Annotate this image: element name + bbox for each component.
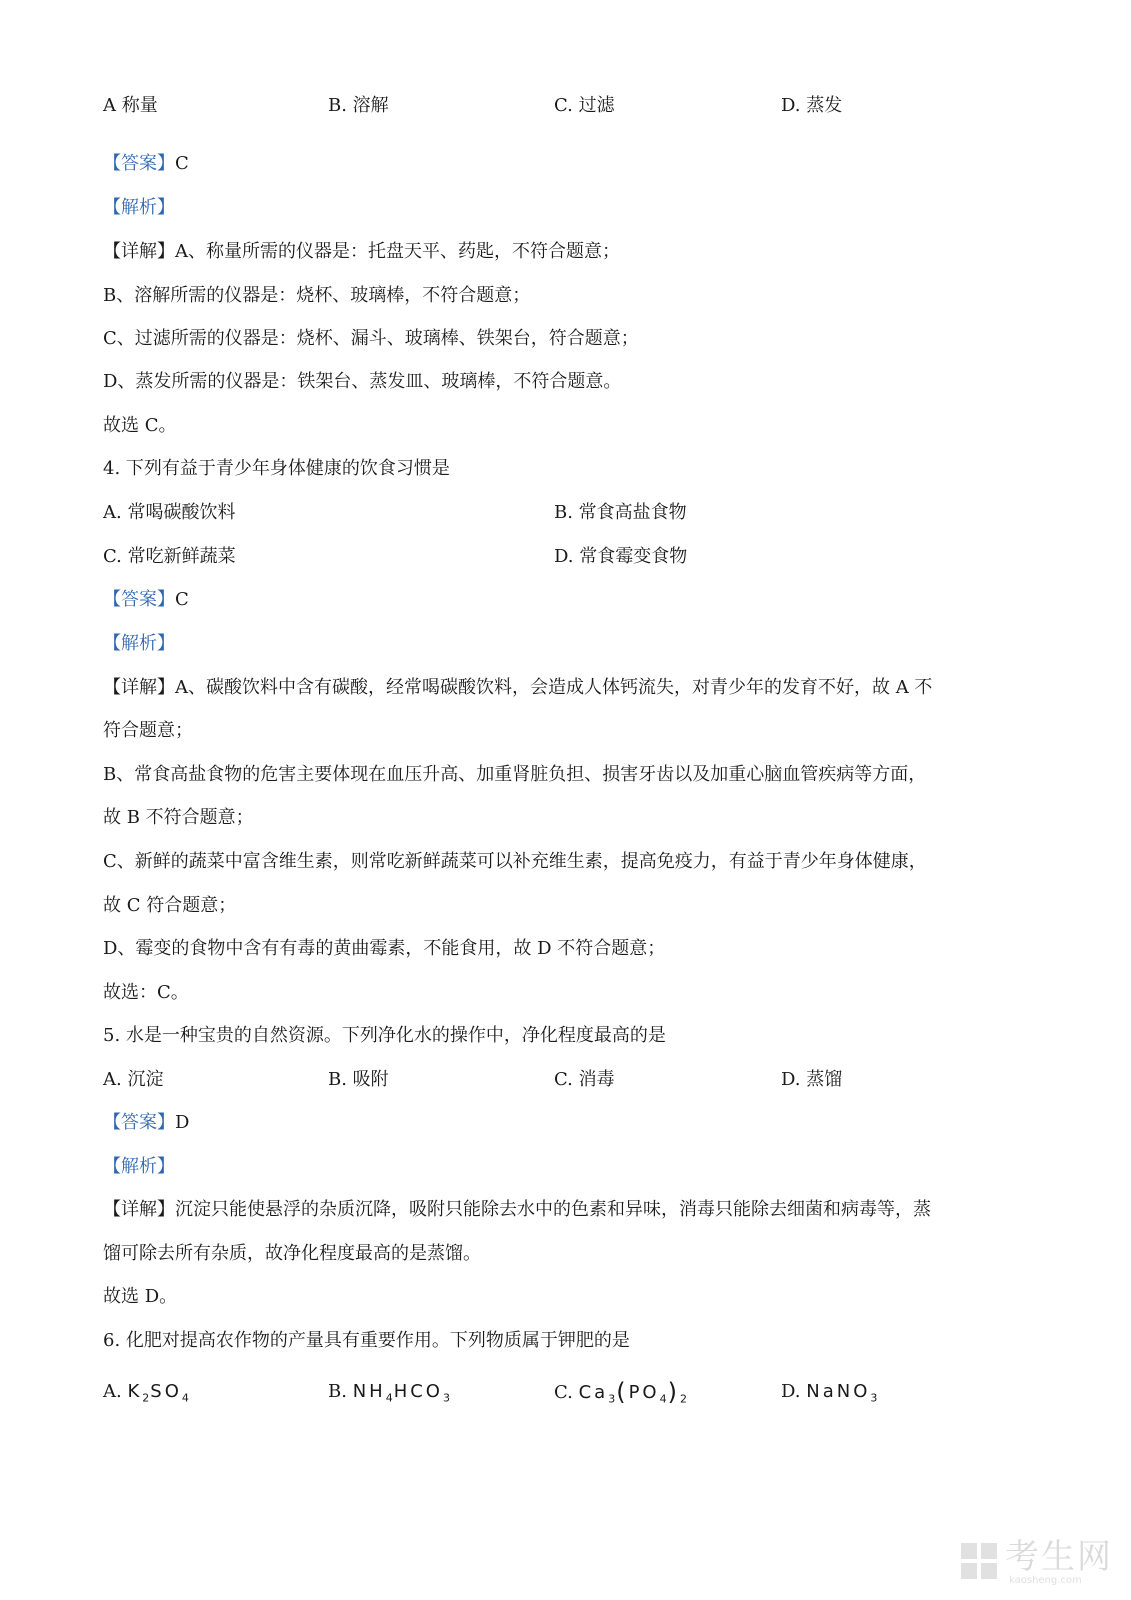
- watermark-logo-icon: [961, 1543, 999, 1583]
- q5-answer: [103, 1111, 189, 1135]
- formula-part: PO: [628, 1382, 660, 1403]
- answer-tag: 【答案】: [103, 589, 175, 610]
- detail-tag: 【详解】: [103, 1199, 175, 1220]
- option-label: C.: [554, 1382, 573, 1403]
- q4-detail-line: D、霉变的食物中含有有毒的黄曲霉素，不能食用，故 D 不符合题意；: [103, 938, 666, 959]
- formula-part: NH: [352, 1381, 386, 1402]
- formula-part: SO: [150, 1381, 182, 1402]
- answer-tag: 【答案】: [103, 153, 175, 174]
- detail-text: 沉淀只能使悬浮的杂质沉降，吸附只能除去水中的色素和异味，消毒只能除去细菌和病毒等，蒸: [175, 1199, 931, 1220]
- q6-option-c: [554, 1380, 688, 1412]
- formula-subscript: 2: [679, 1392, 688, 1406]
- formula-part: HCO: [393, 1381, 443, 1402]
- answer-value: C: [175, 153, 189, 174]
- q3-option-b: B. 溶解: [328, 95, 389, 116]
- formula-subscript: 3: [442, 1391, 451, 1405]
- q5-detail-line: 馏可除去所有杂质，故净化程度最高的是蒸馏。: [103, 1243, 481, 1264]
- formula-subscript: 2: [142, 1391, 151, 1405]
- formula-subscript: 4: [385, 1391, 394, 1405]
- formula: [127, 1381, 190, 1405]
- formula-subscript: 3: [870, 1391, 879, 1405]
- q3-option-d: D. 蒸发: [781, 95, 843, 116]
- q5-detail-line: [103, 1198, 931, 1222]
- q3-conclusion: 故选 C。: [103, 415, 177, 436]
- formula-paren: (: [616, 1378, 629, 1406]
- q4-answer: [103, 588, 189, 612]
- formula: [578, 1378, 688, 1406]
- q3-detail-line: D、蒸发所需的仪器是：铁架台、蒸发皿、玻璃棒，不符合题意。: [103, 371, 622, 392]
- q6-option-a: [103, 1380, 190, 1411]
- option-label: A.: [103, 1381, 122, 1402]
- q4-option-c: C. 常吃新鲜蔬菜: [103, 546, 236, 567]
- answer-value: D: [175, 1112, 190, 1133]
- q5-option-a: A. 沉淀: [103, 1069, 164, 1090]
- q6-question: 6. 化肥对提高农作物的产量具有重要作用。下列物质属于钾肥的是: [103, 1330, 630, 1351]
- formula-subscript: 4: [659, 1392, 668, 1406]
- q4-detail-line: 故 B 不符合题意；: [103, 807, 254, 828]
- q3-detail-line: C、过滤所需的仪器是：烧杯、漏斗、玻璃棒、铁架台，符合题意；: [103, 328, 639, 349]
- formula-part: NaNO: [806, 1381, 871, 1402]
- detail-tag: 【详解】: [103, 677, 175, 698]
- q4-option-d: D. 常食霉变食物: [554, 546, 688, 567]
- q3-option-a: A 称量: [103, 95, 158, 116]
- answer-value: C: [175, 589, 189, 610]
- q4-question: 4. 下列有益于青少年身体健康的饮食习惯是: [103, 458, 450, 479]
- q3-option-c: C. 过滤: [554, 95, 615, 116]
- q5-option-b: B. 吸附: [328, 1069, 389, 1090]
- detail-text: A、碳酸饮料中含有碳酸，经常喝碳酸饮料，会造成人体钙流失，对青少年的发育不好，故 A 不: [175, 677, 933, 698]
- q3-answer: [103, 152, 189, 176]
- q4-option-b: B. 常食高盐食物: [554, 502, 687, 523]
- q5-question: 5. 水是一种宝贵的自然资源。下列净化水的操作中，净化程度最高的是: [103, 1025, 666, 1046]
- q4-option-a: A. 常喝碳酸饮料: [103, 502, 236, 523]
- q5-analysis-tag: 【解析】: [103, 1156, 175, 1177]
- q4-detail-line: C、新鲜的蔬菜中富含维生素，则常吃新鲜蔬菜可以补充维生素，提高免疫力，有益于青少年身体健康，: [103, 851, 927, 872]
- detail-tag: 【详解】: [103, 241, 175, 262]
- q3-analysis-tag: 【解析】: [103, 197, 175, 218]
- q3-detail-line: B、溶解所需的仪器是：烧杯、玻璃棒，不符合题意；: [103, 285, 531, 306]
- q4-conclusion: 故选：C。: [103, 982, 189, 1003]
- q4-detail-line: [103, 676, 932, 700]
- option-label: D.: [781, 1381, 801, 1402]
- q5-conclusion: 故选 D。: [103, 1286, 178, 1307]
- q5-option-c: C. 消毒: [554, 1069, 615, 1090]
- formula: [806, 1381, 879, 1405]
- formula-subscript: 4: [181, 1391, 190, 1405]
- q6-option-b: [328, 1380, 451, 1411]
- detail-text: A、称量所需的仪器是：托盘天平、药匙，不符合题意；: [175, 241, 620, 262]
- answer-tag: 【答案】: [103, 1112, 175, 1133]
- watermark: [961, 1539, 1113, 1586]
- formula-part: Ca: [578, 1382, 609, 1403]
- formula: [352, 1381, 451, 1405]
- formula-subscript: 3: [608, 1392, 617, 1406]
- q4-analysis-tag: 【解析】: [103, 633, 175, 654]
- q4-detail-line: 故 C 符合题意；: [103, 895, 237, 916]
- q6-option-d: [781, 1380, 878, 1411]
- watermark-text: 考生网: [1005, 1537, 1113, 1577]
- q4-detail-line: 符合题意；: [103, 720, 193, 741]
- watermark-url: kaosheng.com: [1009, 1575, 1082, 1586]
- formula-paren: ): [667, 1378, 680, 1406]
- option-label: B.: [328, 1381, 347, 1402]
- q5-option-d: D. 蒸馏: [781, 1069, 843, 1090]
- formula-part: K: [127, 1381, 143, 1402]
- q3-detail-line: [103, 240, 620, 264]
- q4-detail-line: B、常食高盐食物的危害主要体现在血压升高、加重肾脏负担、损害牙齿以及加重心脑血管疾病等方面，: [103, 764, 927, 785]
